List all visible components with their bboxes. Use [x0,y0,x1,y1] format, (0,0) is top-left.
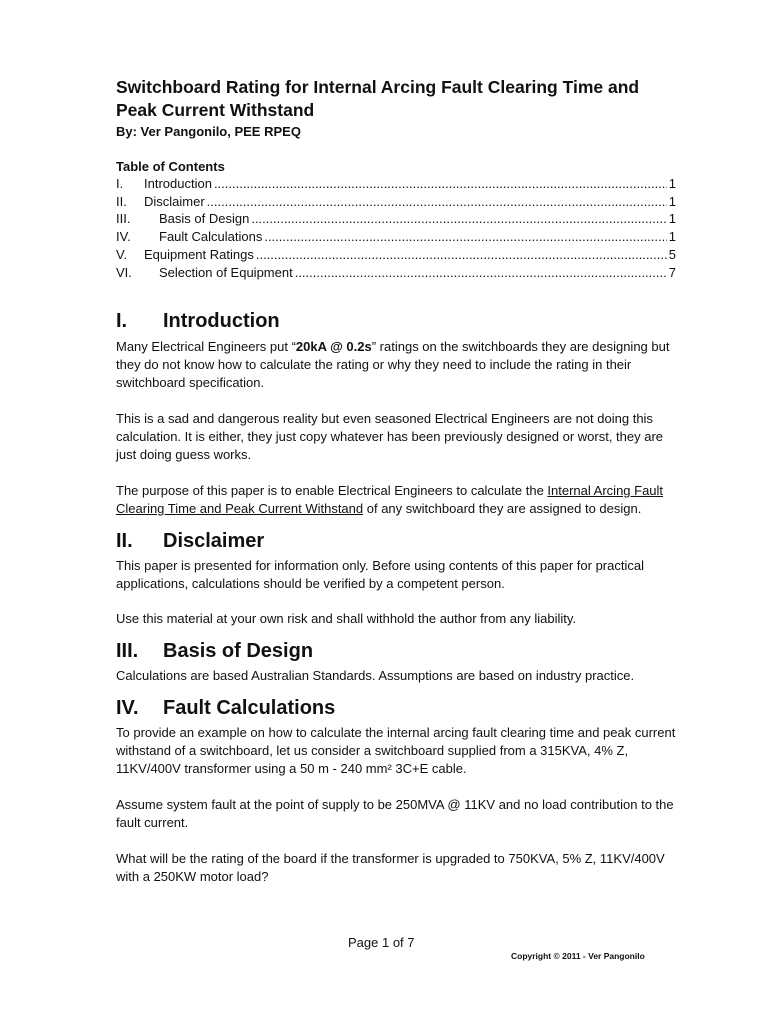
toc-leader-dots [295,264,667,282]
section-title: Disclaimer [163,530,265,553]
document-title: Switchboard Rating for Internal Arcing Fault Clearing Time and Peak Current Withstand [116,77,640,120]
toc-entry-page: 1 [668,193,676,209]
toc-entry-disclaimer[interactable] [116,193,676,211]
text-run: of any switchboard they are assigned to design. [363,501,642,517]
toc-entry-text: Introduction [144,176,212,191]
section-number: IV. [116,697,139,720]
toc-entry-page: 1 [668,229,676,245]
disclaimer-paragraph-2: Use this material at your own risk and shall withhold the author from any liability. [116,611,577,627]
section-number: II. [116,530,133,553]
basis-paragraph-1: Calculations are based Australian Standards. Assumptions are based on industry practice. [116,668,635,684]
intro-paragraph-2: This is a sad and dangerous reality but even seasoned Electrical Engineers are not doing this calculation. It is either, they just copy whatever has been previously designed or worst, they are just doing guess works. [116,411,664,463]
toc-leader-dots [207,193,667,211]
section-number: I. [116,310,128,333]
copyright-notice: Copyright © 2011 - Ver Pangonilo [511,951,645,961]
toc-leader-dots [256,246,667,264]
fault-paragraph-1: To provide an example on how to calculate the internal arcing fault clearing time and peak current withstand of a switchboard, let us consider a switchboard supplied from a 315KVA, 4% Z, 11KV/400V transformer using a 50 m - 240 mm² 3C+E cable. [116,725,676,777]
text-run: ” ratings on the switchboards they are designing but they do not know how to calculate the rating or why they need to include the rating in their switchboard specification. [116,339,670,391]
underlined-term: Internal Arcing Fault Clearing Time and Peak Current Withstand [116,483,664,517]
toc-entry-page: 1 [668,211,676,227]
page-number: Page 1 of 7 [348,935,415,950]
intro-paragraph-3 [116,482,676,518]
toc-entry-text: Disclaimer [144,193,205,209]
fault-paragraph-3: What will be the rating of the board if the transformer is upgraded to 750KVA, 5% Z, 11KV/400V with a 250KW motor load? [116,851,665,885]
toc-entry-text: Basis of Design [159,211,250,227]
page-content [116,76,676,886]
text-run: The purpose of this paper is to enable Electrical Engineers to calculate the [116,483,548,499]
toc-entry-page: 1 [668,176,676,191]
section-heading-introduction [116,309,676,333]
text-run: Many Electrical Engineers put “ [116,339,296,355]
toc-entry-selection-of-equipment[interactable] [116,264,676,282]
toc-entry-number: VI. [116,264,132,280]
toc-entry-number: II. [116,193,127,209]
author-byline: By: Ver Pangonilo, PEE RPEQ [116,124,301,139]
toc-heading: Table of Contents [116,159,225,174]
toc-leader-dots [251,210,666,228]
intro-paragraph-1 [116,338,676,392]
toc-entry-introduction[interactable] [116,175,676,193]
toc-entry-text: Equipment Ratings [144,246,254,262]
fault-paragraph-2: Assume system fault at the point of supply to be 250MVA @ 11KV and no load contribution to the fault current. [116,797,674,831]
section-heading-fault-calculations [116,696,676,720]
toc-entry-equipment-ratings[interactable] [116,246,676,264]
section-heading-basis-of-design [116,639,676,663]
section-number: III. [116,640,139,663]
section-heading-disclaimer [116,529,676,553]
toc-leader-dots [214,175,667,193]
toc-entry-page: 5 [668,246,676,262]
toc-entry-number: I. [116,176,124,191]
toc-entry-fault-calculations[interactable] [116,228,676,246]
toc-entry-page: 7 [668,264,676,280]
section-title: Introduction [163,310,280,333]
disclaimer-paragraph-1: This paper is presented for information only. Before using contents of this paper for practical applications, calculations should be verified by a competent person. [116,558,644,592]
toc-entry-text: Fault Calculations [159,229,263,245]
section-title: Basis of Design [163,640,314,663]
section-title: Fault Calculations [163,697,336,720]
toc-entry-text: Selection of Equipment [159,264,293,280]
table-of-contents [116,158,676,281]
toc-entry-number: III. [116,211,131,227]
toc-entry-basis-of-design[interactable] [116,210,676,228]
rating-emphasis: 20kA @ 0.2s [295,339,372,355]
toc-leader-dots [264,228,666,246]
toc-entry-number: V. [116,246,128,262]
toc-entry-number: IV. [116,229,131,245]
